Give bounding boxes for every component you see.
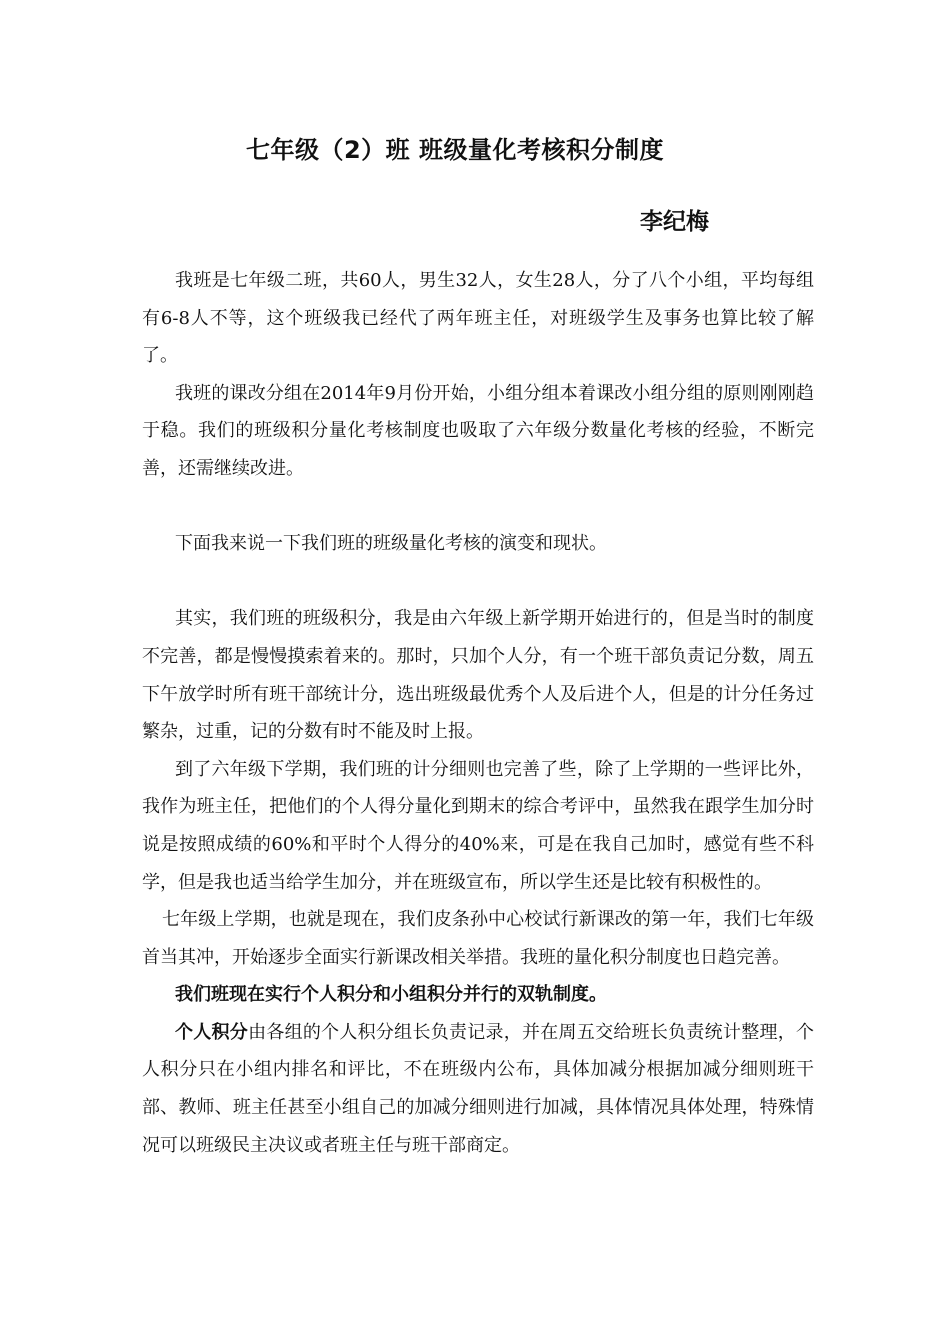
- document-body: [142, 262, 814, 1164]
- document-title: 七年级（2）班 班级量化考核积分制度: [245, 136, 665, 164]
- paragraph-grade7-current: 七年级上学期，也就是现在，我们皮条孙中心校试行新课改的第一年，我们七年级首当其冲，开始逐步全面实行新课改相关举措。我班的量化积分制度也日趋完善。: [142, 909, 814, 968]
- paragraph-grade6-first-term: 其实，我们班的班级积分，我是由六年级上新学期开始进行的，但是当时的制度不完善，都是慢慢摸索着来的。那时，只加个人分，有一个班干部负责记分数，周五下午放学时所有班干部统计分，选出班级最优秀个人及后进个人，但是的计分任务过繁杂，过重，记的分数有时不能及时上报。: [142, 608, 814, 743]
- paragraph-grade6-second-term: 到了六年级下学期，我们班的计分细则也完善了些，除了上学期的一些评比外，我作为班主任，把他们的个人得分量化到期末的综合考评中，虽然我在跟学生加分时说是按照成绩的60%和平时个人得分的40%来，可是在我自己加时，感觉有些不科学，但是我也适当给学生加分，并在班级宣布，所以学生还是比较有积极性的。: [142, 758, 814, 893]
- paragraph-dual-system: 我们班现在实行个人积分和小组积分并行的双轨制度。: [175, 984, 607, 1006]
- individual-points-text: 由各组的个人积分组长负责记录，并在周五交给班长负责统计整理，个人积分只在小组内排名和评比，不在班级内公布，具体加减分根据加减分细则班干部、教师、班主任甚至小组自己的加减分细则进行加减，具体情况具体处理，特殊情况可以班级民主决议或者班主任与班干部商定。: [142, 1021, 815, 1156]
- individual-points-lead: 个人积分: [175, 1021, 249, 1043]
- paragraph-class-overview: 我班是七年级二班，共60人，男生32人，女生28人，分了八个小组，平均每组有6-8人不等，这个班级我已经代了两年班主任，对班级学生及事务也算比较了解了。: [142, 270, 814, 367]
- paragraph-intro: 下面我来说一下我们班的班级量化考核的演变和现状。: [175, 533, 607, 555]
- author-name: 李纪梅: [640, 209, 709, 235]
- paragraph-spacer: [142, 488, 814, 526]
- paragraph-grouping-start: 我班的课改分组在2014年9月份开始，小组分组本着课改小组分组的原则刚刚趋于稳。我们的班级积分量化考核制度也吸取了六年级分数量化考核的经验，不断完善，还需继续改进。: [142, 382, 814, 479]
- paragraph-spacer: [142, 563, 814, 601]
- paragraph-individual-points: [142, 1014, 814, 1164]
